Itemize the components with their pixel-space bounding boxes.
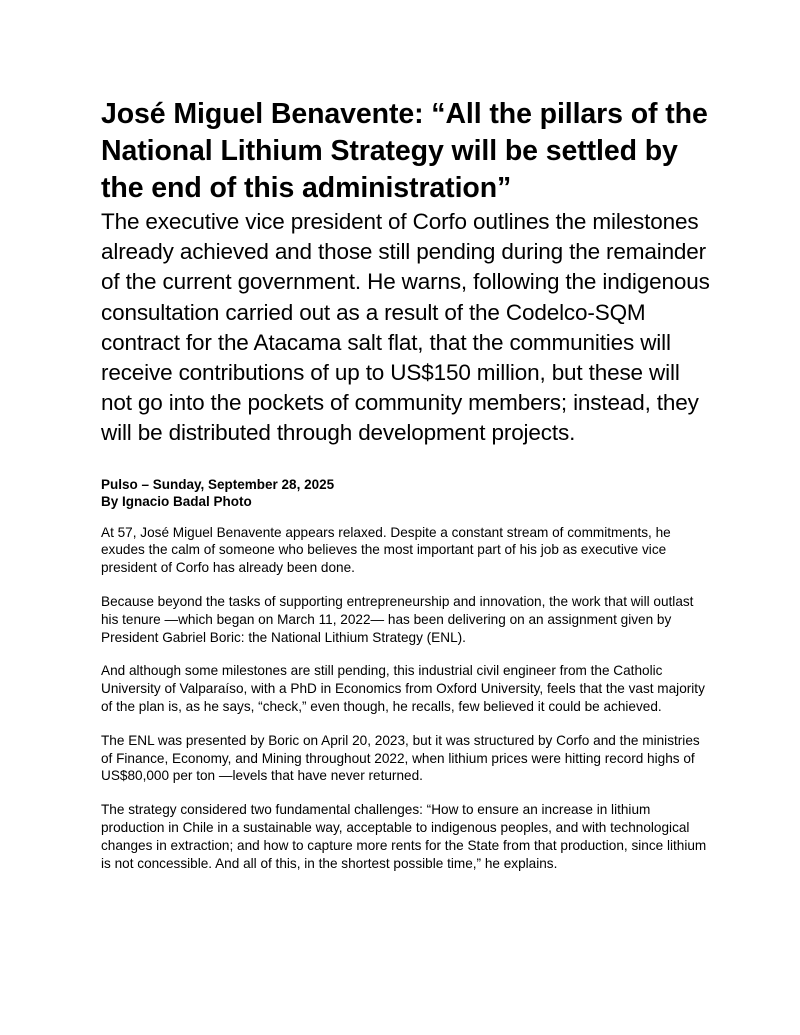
article [101,96,711,888]
article-body [101,524,711,873]
body-paragraph: At 57, José Miguel Benavente appears relaxed. Despite a constant stream of commitments, he exudes the calm of someone who believes the most important part of his job as executive vice president of Corfo has already been done. [101,524,671,576]
body-paragraph: And although some milestones are still pending, this industrial civil engineer from the Catholic University of Valparaíso, with a PhD in Economics from Oxford University, feels that the vast majority of the plan is, as he says, “check,” even though, he recalls, few believed it could be achieved. [101,663,705,714]
article-headline: José Miguel Benavente: “All the pillars of the National Lithium Strategy will be settled by the end of this administration” [101,98,708,204]
photo-credit: By Ignacio Badal Photo [101,494,252,510]
byline [101,476,711,511]
dateline: Pulso – Sunday, September 28, 2025 [101,476,335,492]
body-paragraph: Because beyond the tasks of supporting entrepreneurship and innovation, the work that will outlast his tenure —which began on March 11, 2022— has been delivering on an assignment given by President Gabriel Boric: the National Lithium Strategy (ENL). [101,594,694,645]
article-deck: The executive vice president of Corfo outlines the milestones already achieved and those still pending during the remainder of the current government. He warns, following the indigenous consultation carried out as a result of the Codelco-SQM contract for the Atacama salt flat, that the communities will receive contributions of up to US$150 million, but these will not go into the pockets of community members; instead, they will be distributed through development projects. [101,209,710,446]
body-paragraph: The strategy considered two fundamental challenges: “How to ensure an increase in lithium production in Chile in a sustainable way, acceptable to indigenous peoples, and with technological changes in extraction; and how to capture more rents for the State from that production, since lithium is not concessible. And all of this, in the shortest possible time,” he explains. [101,802,707,871]
body-paragraph: The ENL was presented by Boric on April 20, 2023, but it was structured by Corfo and the ministries of Finance, Economy, and Mining throughout 2022, when lithium prices were hitting record highs of US$80,000 per ton —levels that have never returned. [101,732,700,784]
